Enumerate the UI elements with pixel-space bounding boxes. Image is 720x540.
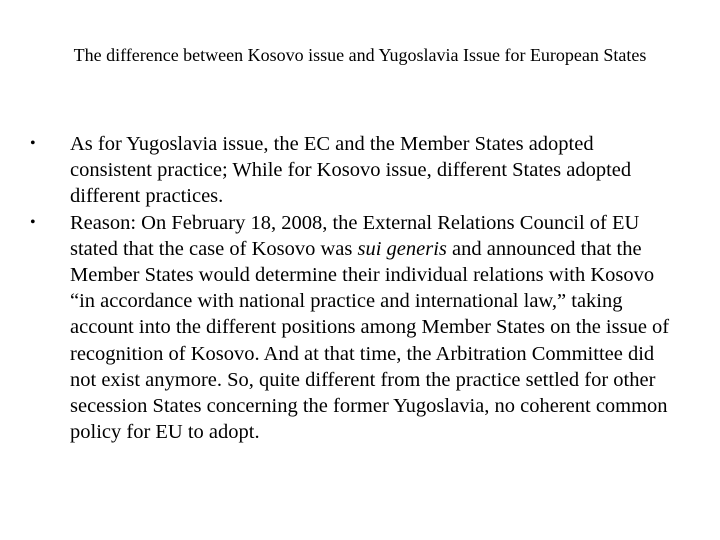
bullet-item [30,131,680,210]
bullet-marker: • [30,213,36,231]
bullet-marker: • [30,135,36,152]
bullet-list [30,131,680,445]
bullet-text-italic: sui generis [357,237,447,260]
bullet-text: As for Yugoslavia issue, the EC and the Member States adopted consistent practice; While for Kosovo issue, different States adopted different practices. [70,133,632,208]
bullet-text-before: Reason: On February 18, 2008, the External Relations Council of EU stated that the case of Kosovo was [70,211,640,260]
bullet-text-after: and announced that the Member States would determine their individual relations with Kosovo “in accordance with national practice and international law,” taking account into the different positions among Member States on the issue of recognition of Kosovo. And at that time, the Arbitration Committee did not exist anymore. So, quite different from the practice settled for other secession States concerning the former Yugoslavia, no coherent common policy for EU to adopt. [70,237,670,444]
slide-title: The difference between Kosovo issue and Yugoslavia Issue for European States [73,45,647,65]
bullet-item [30,210,680,446]
